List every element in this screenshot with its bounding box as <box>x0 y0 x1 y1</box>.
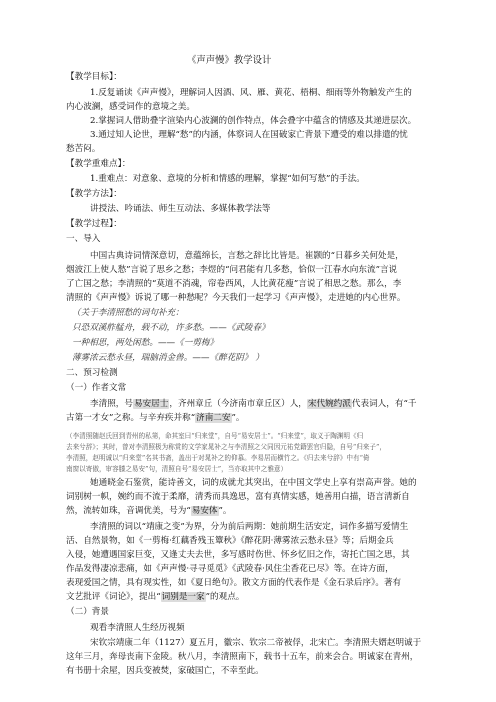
goal-heading: 【教学目标】： <box>66 72 122 82</box>
author-text: 代表词人，有“千 <box>351 399 417 409</box>
method-text: 讲授法、吟诵法、师生互动法、多媒体教学法等 <box>90 204 271 214</box>
intro-paragraph: 烟波江上使人愁”言说了思乡之愁；李煜的“问君能有几多愁，恰似一江春水向东流”言说 <box>66 265 398 275</box>
footnote-text: 去来兮辞》；其时，曾对李清照极为称赏的文学家晁补之与李清照之父同因元祐党籍罢官归隐，自号“归来子”， <box>66 443 386 451</box>
page-title: 《声声慢》教学设计 <box>187 55 272 66</box>
subsection-heading: （一）作者文常 <box>66 383 127 393</box>
section-heading: 一、导入 <box>66 234 101 244</box>
author-text: 李清照，号 <box>90 399 133 409</box>
goal-text: 愁苦闷。 <box>66 144 101 154</box>
background-paragraph: 这年三月，奔母丧南下金陵。秋八月，李清照南下，载书十五车，前来会合。明诚家在青州， <box>66 652 419 662</box>
footnote-text: 李清照，赵明诚以“归来堂”名其书斋，盖出于对晁补之的仰慕。李易居而横竹之。《归去来兮辞》中有“倚 <box>66 454 370 462</box>
subsection-heading: （二）背景 <box>66 607 109 617</box>
highlight-term: 宋代婉约派 <box>307 399 351 409</box>
highlight-term: 济南二安 <box>196 413 231 423</box>
background-paragraph: 宋钦宗靖康二年（1127）夏五月，徽宗、钦宗二帝被俘，北宋亡。李清照夫婿赵明诚于 <box>90 638 422 648</box>
author-text: ”。 <box>231 413 245 423</box>
life-paragraph: 作品发得凄凉悲痛，如《声声慢·寻寻觅觅》《武陵春·风住尘香花已尽》等。在诗方面， <box>66 564 394 574</box>
style-text: 然，流转如珠，音调优美，号为“ <box>66 506 191 516</box>
life-paragraph: 表现爱国之情，具有现实性，如《夏日绝句》。散文方面的代表作是《金石录后序》。著有 <box>66 578 402 588</box>
goal-text: 1.反复诵读《声声慢》，理解词人因酒、风、雁、黄花、梧桐、细雨等外物触发产生的 <box>90 88 412 98</box>
highlight-term: 易安体 <box>191 506 218 516</box>
key-heading: 【教学重难点】： <box>66 159 131 169</box>
key-text: 1.重难点：对意象、意境的分析和情感的理解，掌握“如何写愁”的手法。 <box>90 174 365 184</box>
style-paragraph <box>66 505 232 517</box>
method-heading: 【教学方法】： <box>66 189 122 199</box>
style-paragraph: 词别树一帜，婉约而不流于柔靡，清秀而具逸思，富有真情实感，她善用白描，语言清新自 <box>66 492 410 502</box>
goal-text: 内心波澜，感受词作的意境之美。 <box>66 102 195 112</box>
goal-text: 2.掌握词人借助叠字渲染内心波澜的创作特点，体会叠字中蕴含的情感及其递进层次。 <box>90 116 417 126</box>
life-paragraph: 入侵，她遭遇国家巨变，又逢丈夫去世，多写感时伤世、怀乡忆旧之作，寄托亡国之思，其 <box>66 550 410 560</box>
intro-paragraph: 中国古典诗词情深意切，意蕴绵长，言愁之辞比比皆是。崔颢的“日暮乡关何处是， <box>90 251 404 261</box>
quote-line: 薄雾浓云愁永昼，瑞脑消金兽。——《醉花阴》 ） <box>72 353 264 363</box>
life-paragraph: 活、自然景物，如《一剪梅·红藕香残玉簟秋》《醉花阴·薄雾浓云愁永昼》等；后期金兵 <box>66 536 394 546</box>
quote-line: 只恐双溪舴艋舟，载不动，许多愁。——《武陵春》 <box>72 323 270 333</box>
author-text: 古第一才女”之称。与辛弃疾并称“ <box>66 413 196 423</box>
quote-heading: （关于李清照愁的词句补充： <box>72 308 184 318</box>
quote-line: 一种相思，两处闲愁。——《一剪梅》 <box>72 338 219 348</box>
author-paragraph <box>66 412 245 424</box>
life-paragraph: 李清照的词以“靖康之变”为界，分为前后两期：她前期生活安定，词作多描写爱情生 <box>90 522 409 532</box>
style-text: ”。 <box>218 506 232 516</box>
life-paragraph <box>66 591 244 603</box>
footnote-text: 南窗以寄傲，审容膝之易安”句，清照自号“易安居士”，当亦取其中之雅意） <box>66 465 288 473</box>
background-paragraph: 有书册十余屋，因兵变被焚，家破国亡，不幸至此。 <box>66 666 264 676</box>
author-paragraph <box>90 398 416 410</box>
life-text: 文艺批评《词论》，提出“ <box>66 592 161 602</box>
section-heading: 二、预习检测 <box>66 368 118 378</box>
background-text: 观看李清照人生经历视频 <box>90 623 185 633</box>
process-heading: 【教学过程】： <box>66 219 122 229</box>
intro-paragraph: 了亡国之愁；李清照的“莫道不消魂，帘卷西风，人比黄花瘦”言说了相思之愁。那么，李 <box>66 279 402 289</box>
life-text: ”的观点。 <box>205 592 245 602</box>
goal-text: 3.通过知人论世，理解“愁”的内涵，体察词人在国破家亡背景下遭受的难以排遣的忧 <box>90 130 408 140</box>
intro-paragraph: 清照的《声声慢》诉说了哪一种愁呢？今天我们一起学习《声声慢》，走进她的内心世界。 <box>66 293 406 303</box>
footnote-text: （李清照随赵氏回到青州的私第，命其室曰“归来堂”，自号“易安居士”。“归来堂”，取义于陶渊明《归 <box>66 432 364 440</box>
author-text: ，齐州章丘（今济南市章丘区）人， <box>169 399 307 409</box>
highlight-term: 易安居士 <box>133 399 169 409</box>
style-paragraph: 她通晓金石鉴赏，能诗善文，词的成就尤其突出，在中国文学史上享有崇高声誉。她的 <box>90 478 417 488</box>
highlight-term: 词别是一家 <box>161 592 205 602</box>
